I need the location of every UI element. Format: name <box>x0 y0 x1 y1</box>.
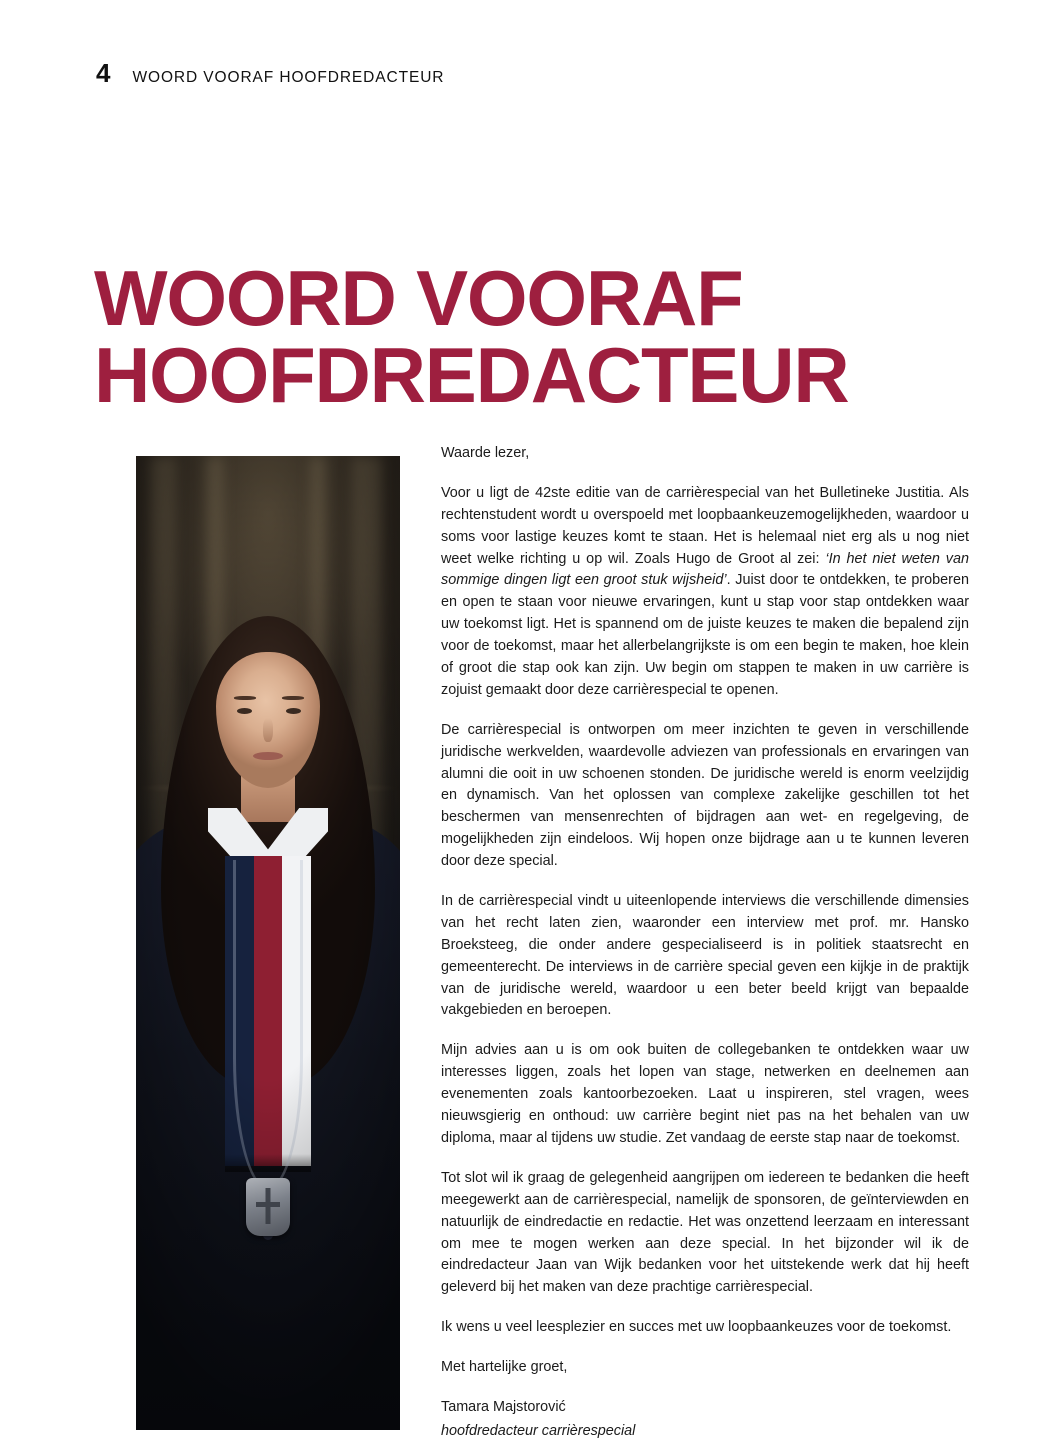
page-title-line-1: WOORD VOORAF <box>94 254 743 343</box>
letter-paragraph-3: In de carrièrespecial vindt u uiteenlopende interviews die verschillende dimensies van het recht laten zien, waaronder een interview met prof. mr. Hansko Broeksteeg, die onder andere gespecialiseerd is in politiek staatsrecht en gemeenterecht. De interviews in de carrière special geven een kijkje in de praktijk van de juridische wereld, waardoor u een beter beeld krijgt van bepaalde vakgebieden en beroepen. <box>441 893 969 1019</box>
running-head <box>96 60 444 86</box>
editor-portrait-photo <box>136 456 400 1430</box>
editorial-letter <box>441 443 969 1443</box>
letter-paragraph-1: Voor u ligt de 42ste editie van de carrièrespecial van het Bulletineke Justitia. Als rechtenstudent wordt u overspoeld met loopbaankeuzemogelijkheden, waardoor u soms voor lastige keuzes komt te staan. Het is helemaal niet erg als u nog niet weet welke richting u op wil. Zoals Hugo de Groot al zei: ‘In het niet weten van sommige dingen ligt een groot stuk wijsheid’. Juist door te ontdekken, te proberen en open te staan voor nieuwe ervaringen, kunt u stap voor stap ontdekken waar uw toekomst ligt. Het is spannend om de juiste keuzes te maken die bepalend zijn voor de toekomst, maar het allerbelangrijkste is om een begin te maken, hoe klein of groot die stap ook kan zijn. Uw begin om stappen te maken in uw carrière is zojuist gemaakt door deze carrièrespecial te openen. <box>441 484 969 698</box>
letter-salutation: Waarde lezer, <box>441 445 530 461</box>
letter-signature-role: hoofdredacteur carrièrespecial <box>441 1422 636 1439</box>
letter-signature-name: Tamara Majstorović <box>441 1398 566 1415</box>
section-label: WOORD VOORAF HOOFDREDACTEUR <box>132 69 445 86</box>
photo-vignette <box>136 456 400 1430</box>
letter-paragraph-2: De carrièrespecial is ontworpen om meer inzichten te geven in verschillende juridische werkvelden, waardevolle adviezen van professionals en ervaringen van alumni die ooit in uw schoenen stonden. De juridische wereld is enorm veelzijdig en dynamisch. Van het oplossen van complexe zakelijke geschillen tot het beschermen van mensenrechten of bijdragen aan wet- en regelgeving, de mogelijkheden zijn eindeloos. Wij hopen onze bijdrage aan u te kunnen leveren door deze special. <box>441 721 969 870</box>
letter-paragraph-4: Mijn advies aan u is om ook buiten de collegebanken te ontdekken waar uw interesses liggen, zoals het lopen van stage, netwerken en deelnemen aan evenementen zoals kantoorbezoeken. Laat u inspireren, stel vragen, wees nieuwsgierig en onthoud: uw carrière begint niet pas na het behalen van uw diploma, maar al tijdens uw studie. Zet vandaag de eerste stap naar de toekomst. <box>441 1042 969 1146</box>
letter-paragraph-5: Tot slot wil ik graag de gelegenheid aangrijpen om iedereen te bedanken die heeft meegewerkt aan de carrièrespecial, namelijk de sponsoren, de geïnterviewden en natuurlijk de eindredactie en redactie. Het was onzettend leerzaam en interessant om mee te mogen werken aan deze special. In het bijzonder wil ik de eindredacteur Jaan van Wijk bedanken voor het uitstekende werk dat hij heeft geleverd bij het maken van deze prachtige carrièrespecial. <box>441 1169 969 1296</box>
page-title <box>94 254 994 420</box>
page-title-line-2: HOOFDREDACTEUR <box>94 331 849 420</box>
page-number: 4 <box>96 58 111 88</box>
letter-paragraph-6: Ik wens u veel leesplezier en succes met uw loopbaankeuzes voor de toekomst. <box>441 1319 952 1336</box>
letter-closing: Met hartelijke groet, <box>441 1359 568 1376</box>
letter-quotation: ‘In het niet weten van sommige dingen ligt een groot stuk wijsheid’ <box>441 550 969 589</box>
